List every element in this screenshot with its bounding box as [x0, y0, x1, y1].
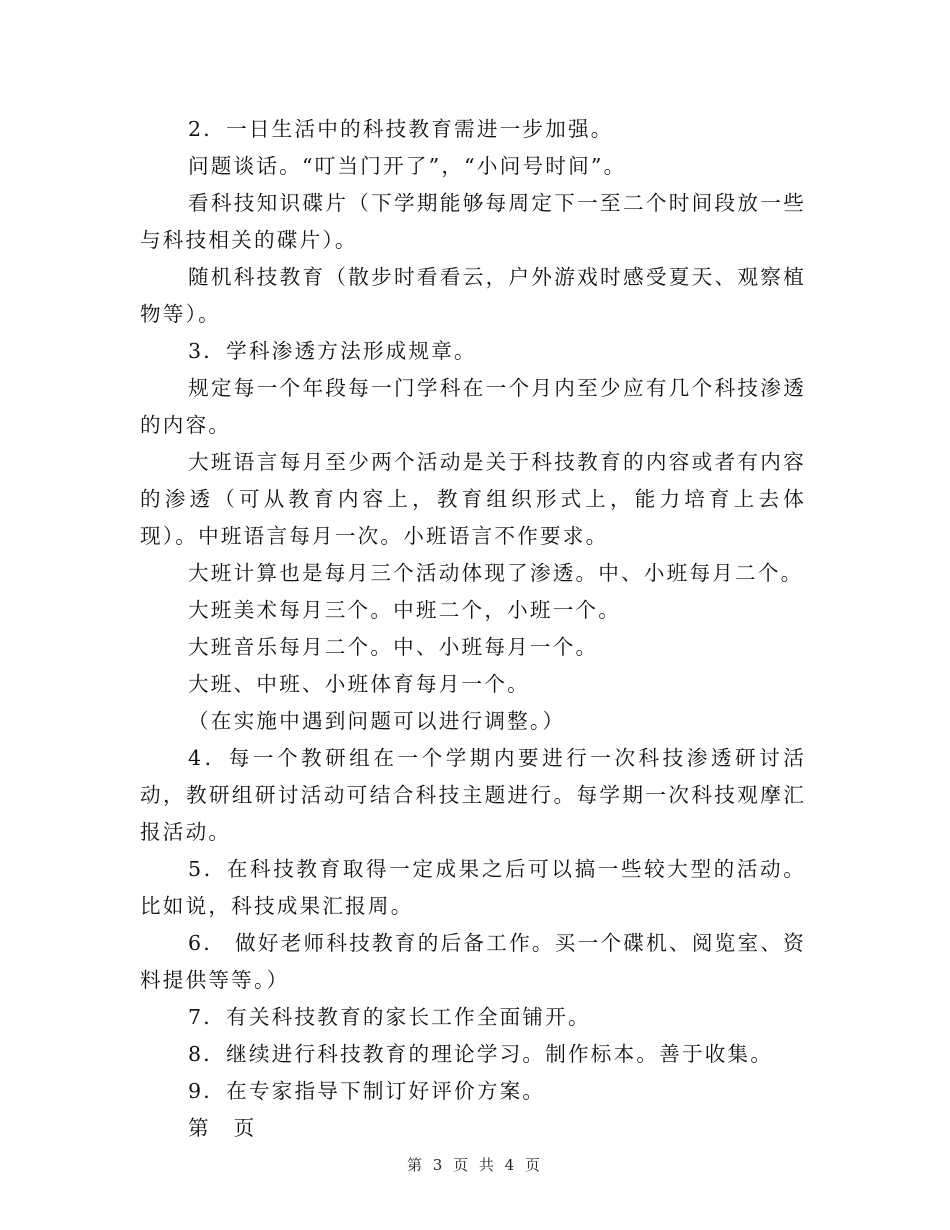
paragraph: 看科技知识碟片（下学期能够每周定下一至二个时间段放一些与科技相关的碟片）。 [140, 191, 806, 252]
document-body [140, 111, 806, 1147]
paragraph: 5．在科技教育取得一定成果之后可以搞一些较大型的活动。比如说，科技成果汇报周。 [140, 857, 806, 918]
paragraph: 大班美术每月三个。中班二个，小班一个。 [188, 598, 622, 622]
page-footer: 第 3 页 共 4 页 [407, 1156, 543, 1174]
paragraph: 大班计算也是每月三个活动体现了渗透。中、小班每月二个。 [188, 561, 804, 585]
page-label: 第 页 [188, 1116, 257, 1140]
paragraph: 规定每一个年段每一门学科在一个月内至少应有几个科技渗透的内容。 [140, 376, 806, 437]
paragraph: 大班音乐每月二个。中、小班每月一个。 [188, 635, 599, 659]
paragraph: 9．在专家指导下制订好评价方案。 [188, 1079, 546, 1103]
paragraph: 3．学科渗透方法形成规章。 [188, 339, 477, 363]
paragraph: 大班、中班、小班体育每月一个。 [188, 672, 530, 696]
paragraph: 8．继续进行科技教育的理论学习。制作标本。善于收集。 [188, 1042, 774, 1066]
paragraph: 6． 做好老师科技教育的后备工作。买一个碟机、阅览室、资料提供等等。） [140, 931, 806, 992]
paragraph: 问题谈话。“叮当门开了”，“小问号时间”。 [188, 154, 627, 178]
paragraph: 大班语言每月至少两个活动是关于科技教育的内容或者有内容的渗透（可从教育内容上，教育组织形式上，能力培育上去体现）。中班语言每月一次。小班语言不作要求。 [140, 450, 806, 548]
paragraph: 4．每一个教研组在一个学期内要进行一次科技渗透研讨活动，教研组研讨活动可结合科技主题进行。每学期一次科技观摩汇报活动。 [140, 746, 806, 844]
paragraph: 随机科技教育（散步时看看云，户外游戏时感受夏天、观察植物等）。 [140, 265, 806, 326]
paragraph: 2．一日生活中的科技教育需进一步加强。 [188, 117, 614, 141]
paragraph: （在实施中遇到问题可以进行调整。） [188, 709, 566, 733]
paragraph: 7．有关科技教育的家长工作全面铺开。 [188, 1005, 591, 1029]
